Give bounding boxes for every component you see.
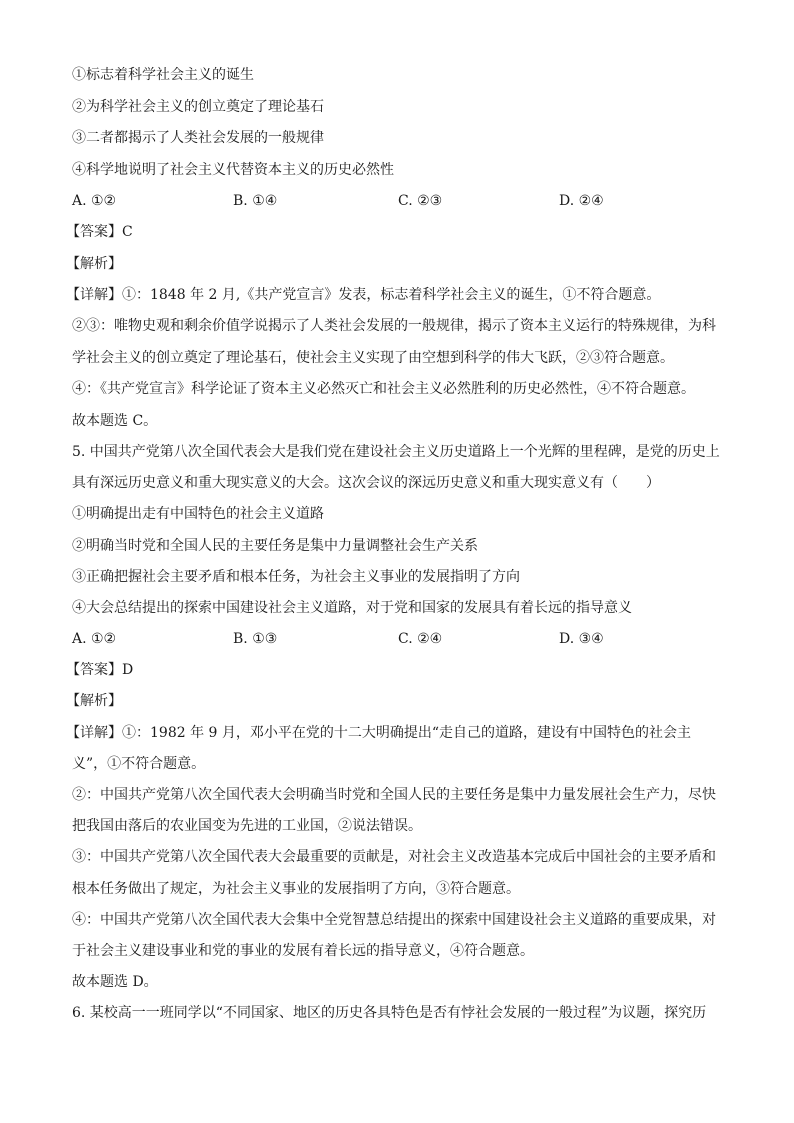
- q4-option-b: B. ①④: [233, 193, 278, 209]
- q4-option-c: C. ②③: [398, 193, 443, 209]
- q5-conclusion: 故本题选 D。: [72, 974, 158, 990]
- q5-option-c: C. ②④: [398, 631, 443, 647]
- q5-analysis-label: 【解析】: [66, 693, 122, 709]
- q5-stem-line-2: 具有深远历史意义和重大现实意义的大会。这次会议的深远历史意义和重大现实意义有（ ）: [72, 475, 660, 491]
- q4-detail-line-3: 学社会主义的创立奠定了理论基石，使社会主义实现了由空想到科学的伟大飞跃，②③符合题意。: [72, 350, 674, 366]
- q5-detail-line-2: 义”，①不符合题意。: [72, 756, 206, 772]
- q5-statement-4: ④大会总结提出的探索中国建设社会主义道路，对于党和国家的发展具有着长远的指导意义: [72, 600, 632, 616]
- q4-option-d: D. ②④: [559, 193, 604, 209]
- q5-statement-2: ②明确当时党和全国人民的主要任务是集中力量调整社会生产关系: [72, 538, 478, 554]
- q5-detail-line-5: ③：中国共产党第八次全国代表大会最重要的贡献是，对社会主义改造基本完成后中国社会的主要矛盾和: [72, 849, 716, 865]
- q4-detail-line-4: ④：《共产党宣言》科学论证了资本主义必然灭亡和社会主义必然胜利的历史必然性，④不符合题意。: [72, 381, 695, 397]
- q5-detail-line-7: ④：中国共产党第八次全国代表大会集中全党智慧总结提出的探索中国建设社会主义道路的重要成果，对: [72, 912, 716, 928]
- q4-detail-line-1: 【详解】①：1848 年 2 月,《共产党宣言》发表，标志着科学社会主义的诞生，①不符合题意。: [66, 287, 661, 303]
- q5-option-b: B. ①③: [233, 631, 278, 647]
- q5-detail-line-3: ②：中国共产党第八次全国代表大会明确当时党和全国人民的主要任务是集中力量发展社会生产力，尽快: [72, 787, 716, 803]
- q4-option-a: A. ①②: [72, 193, 117, 209]
- q4-detail-line-2: ②③：唯物史观和剩余价值学说揭示了人类社会发展的一般规律，揭示了资本主义运行的特殊规律，为科: [72, 318, 716, 334]
- q4-statement-1: ①标志着科学社会主义的诞生: [72, 67, 254, 83]
- q4-answer: 【答案】C: [66, 224, 133, 240]
- q5-option-a: A. ①②: [72, 631, 117, 647]
- q4-conclusion: 故本题选 C。: [72, 413, 158, 429]
- q4-analysis-label: 【解析】: [66, 256, 122, 272]
- q5-statement-3: ③正确把握社会主要矛盾和根本任务，为社会主义事业的发展指明了方向: [72, 569, 520, 585]
- q5-answer: 【答案】D: [66, 662, 134, 678]
- q5-detail-line-8: 于社会主义建设事业和党的事业的发展有着长远的指导意义，④符合题意。: [72, 943, 534, 959]
- q5-statement-1: ①明确提出走有中国特色的社会主义道路: [72, 506, 324, 522]
- q4-statement-4: ④科学地说明了社会主义代替资本主义的历史必然性: [72, 162, 394, 178]
- q5-detail-line-4: 把我国由落后的农业国变为先进的工业国，②说法错误。: [72, 818, 422, 834]
- q6-stem-line-1: 6. 某校高一一班同学以“不同国家、地区的历史各具特色是否有悖社会发展的一般过程”为议题，探究历: [72, 1005, 707, 1021]
- q5-detail-line-1: 【详解】①：1982 年 9 月，邓小平在党的十二大明确提出“走自己的道路，建设有中国特色的社会主: [66, 725, 692, 741]
- q5-option-d: D. ③④: [559, 631, 604, 647]
- q4-statement-3: ③二者都揭示了人类社会发展的一般规律: [72, 130, 324, 146]
- q4-statement-2: ②为科学社会主义的创立奠定了理论基石: [72, 99, 324, 115]
- q5-detail-line-6: 根本任务做出了规定，为社会主义事业的发展指明了方向，③符合题意。: [72, 881, 520, 897]
- q5-stem-line-1: 5. 中国共产党第八次全国代表会大是我们党在建设社会主义历史道路上一个光辉的里程碑，是党的历史上: [72, 444, 720, 460]
